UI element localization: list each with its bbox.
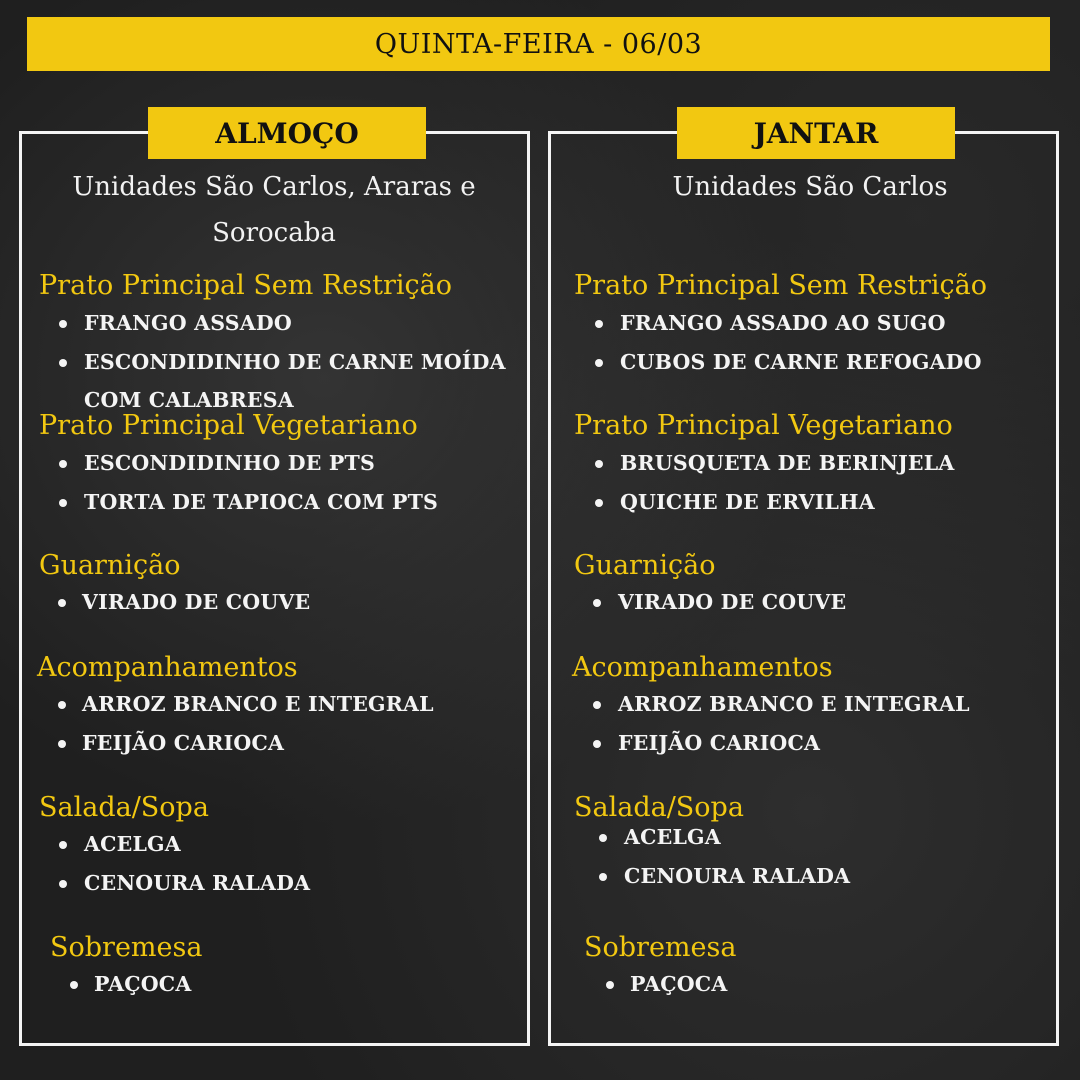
lunch-label-text: ALMOÇO xyxy=(215,116,359,150)
dinner-item: ARROZ BRANCO E INTEGRAL xyxy=(618,692,970,716)
dinner-units xyxy=(565,164,1055,210)
bullet-icon xyxy=(59,359,67,367)
bullet-icon xyxy=(59,880,67,888)
lunch-section-acompanhamentos-title: Acompanhamentos xyxy=(37,652,298,683)
dinner-item: BRUSQUETA DE BERINJELA xyxy=(620,451,955,475)
bullet-icon xyxy=(59,499,67,507)
lunch-item: FEIJÃO CARIOCA xyxy=(82,731,285,755)
bullet-icon xyxy=(593,740,601,748)
bullet-icon xyxy=(593,599,601,607)
bullet-icon xyxy=(59,320,67,328)
bullet-icon xyxy=(58,599,66,607)
bullet-icon xyxy=(595,460,603,468)
lunch-item: ESCONDIDINHO DE CARNE MOÍDA xyxy=(84,350,506,374)
lunch-section-salada-title: Salada/Sopa xyxy=(39,792,209,823)
dinner-item: CUBOS DE CARNE REFOGADO xyxy=(620,350,982,374)
lunch-item: ESCONDIDINHO DE PTS xyxy=(84,451,375,475)
dinner-units-line1: Unidades São Carlos xyxy=(672,172,948,202)
dinner-section-vegetariano-title: Prato Principal Vegetariano xyxy=(574,410,953,441)
dinner-item: ACELGA xyxy=(624,825,721,849)
lunch-section-guarnicao-title: Guarnição xyxy=(39,550,181,581)
bullet-icon xyxy=(606,981,614,989)
bullet-icon xyxy=(595,499,603,507)
lunch-item: TORTA DE TAPIOCA COM PTS xyxy=(84,490,439,514)
dinner-label xyxy=(677,107,955,159)
lunch-item: ACELGA xyxy=(84,832,181,856)
lunch-label xyxy=(148,107,426,159)
lunch-units-line1: Unidades São Carlos, Araras e xyxy=(72,172,476,202)
bullet-icon xyxy=(59,841,67,849)
dinner-item: PAÇOCA xyxy=(630,972,728,996)
bullet-icon xyxy=(70,981,78,989)
bullet-icon xyxy=(599,873,607,881)
lunch-section-sobremesa-title: Sobremesa xyxy=(50,932,203,963)
page-title: QUINTA-FEIRA - 06/03 xyxy=(374,28,703,60)
dinner-section-salada-title: Salada/Sopa xyxy=(574,792,744,823)
dinner-label-text: JANTAR xyxy=(753,116,879,150)
dinner-item: CENOURA RALADA xyxy=(624,864,851,888)
lunch-item: CENOURA RALADA xyxy=(84,871,311,895)
date-banner xyxy=(27,17,1050,71)
lunch-item: ARROZ BRANCO E INTEGRAL xyxy=(82,692,434,716)
lunch-units xyxy=(35,164,513,256)
lunch-item-continuation: COM CALABRESA xyxy=(84,388,294,412)
bullet-icon xyxy=(599,834,607,842)
dinner-item: VIRADO DE COUVE xyxy=(618,590,847,614)
lunch-section-principal-title: Prato Principal Sem Restrição xyxy=(39,270,453,301)
dinner-section-guarnicao-title: Guarnição xyxy=(574,550,716,581)
lunch-item: PAÇOCA xyxy=(94,972,192,996)
dinner-section-sobremesa-title: Sobremesa xyxy=(584,932,737,963)
lunch-item: VIRADO DE COUVE xyxy=(82,590,311,614)
lunch-units-line2: Sorocaba xyxy=(212,218,336,248)
bullet-icon xyxy=(595,359,603,367)
dinner-item: FEIJÃO CARIOCA xyxy=(618,731,821,755)
lunch-section-vegetariano-title: Prato Principal Vegetariano xyxy=(39,410,418,441)
dinner-section-principal-title: Prato Principal Sem Restrição xyxy=(574,270,988,301)
dinner-section-acompanhamentos-title: Acompanhamentos xyxy=(572,652,833,683)
bullet-icon xyxy=(58,701,66,709)
bullet-icon xyxy=(59,460,67,468)
bullet-icon xyxy=(595,320,603,328)
lunch-item: FRANGO ASSADO xyxy=(84,311,292,335)
dinner-item: QUICHE DE ERVILHA xyxy=(620,490,875,514)
dinner-item: FRANGO ASSADO AO SUGO xyxy=(620,311,946,335)
bullet-icon xyxy=(58,740,66,748)
dinner-panel xyxy=(548,131,1059,1046)
lunch-panel xyxy=(19,131,530,1046)
bullet-icon xyxy=(593,701,601,709)
